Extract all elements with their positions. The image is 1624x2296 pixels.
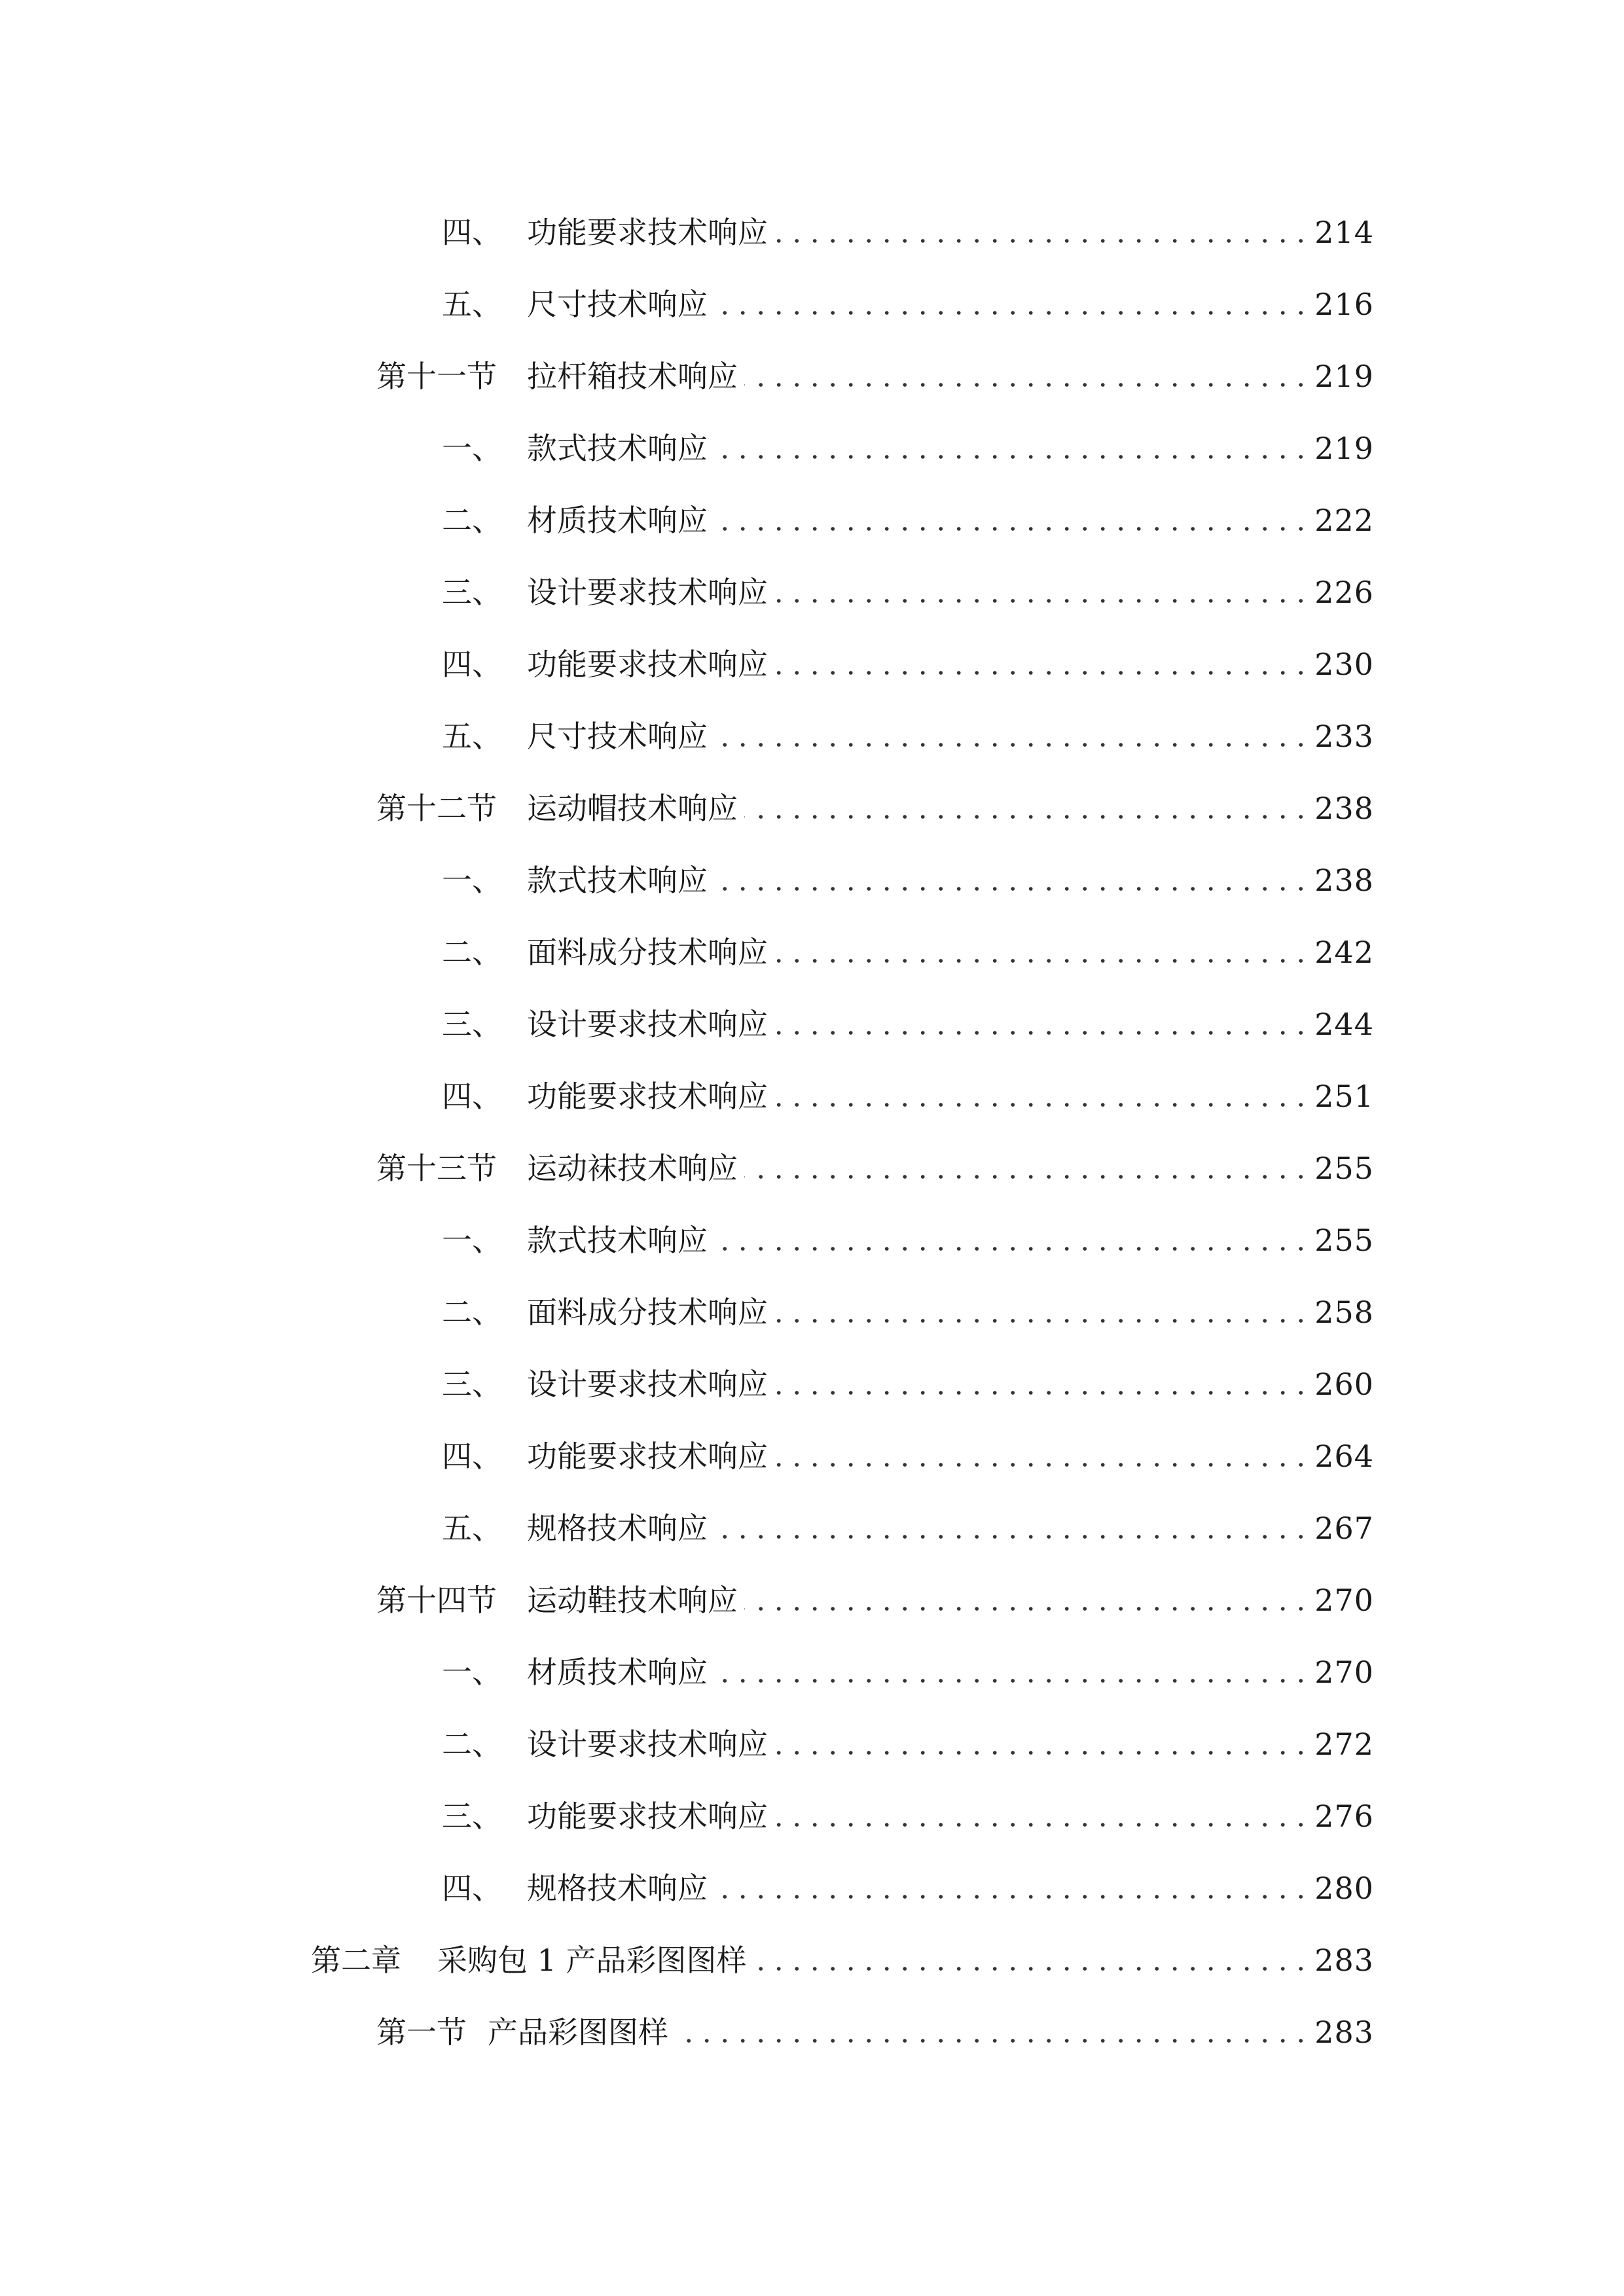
toc-entry-page-number: 283 — [1309, 2017, 1374, 2047]
toc-entry-page-number: 270 — [1309, 1657, 1374, 1687]
dot-leader — [774, 598, 1310, 604]
toc-entry-number: 三、 — [442, 575, 502, 610]
toc-entry[interactable] — [0, 1060, 1624, 1132]
toc-entry-page-number: 264 — [1309, 1441, 1374, 1471]
toc-entry-number: 二、 — [442, 1295, 502, 1330]
toc-entry-title: 款式技术响应 — [527, 433, 712, 463]
toc-entry[interactable] — [0, 1708, 1624, 1780]
toc-entry-title: 产品彩图图样 — [488, 2017, 672, 2047]
toc-entry-title: 材质技术响应 — [527, 1657, 712, 1687]
toc-entry[interactable] — [0, 1924, 1624, 1996]
dot-leader — [774, 1030, 1310, 1036]
toc-entry-page-number: 267 — [1309, 1513, 1374, 1543]
toc-entry-title: 功能要求技术响应 — [527, 1081, 772, 1111]
toc-entry-title: 款式技术响应 — [527, 1225, 712, 1255]
toc-entry-page-number: 238 — [1309, 865, 1374, 895]
toc-entry-number: 四、 — [442, 647, 502, 682]
toc-entry[interactable] — [0, 268, 1624, 340]
dot-leader — [774, 670, 1310, 676]
toc-entry-page-number: 270 — [1309, 1585, 1374, 1615]
dot-leader — [714, 1534, 1310, 1540]
toc-entry-number: 四、 — [442, 215, 502, 250]
toc-entry-number: 四、 — [442, 1079, 502, 1114]
toc-entry-title: 材质技术响应 — [527, 505, 712, 535]
toc-entry-title: 设计要求技术响应 — [527, 577, 772, 607]
toc-entry[interactable] — [0, 700, 1624, 772]
toc-entry-number: 三、 — [442, 1367, 502, 1402]
dot-leader — [714, 310, 1310, 316]
toc-entry-page-number: 233 — [1309, 721, 1374, 751]
toc-entry-page-number: 219 — [1309, 361, 1374, 391]
dot-leader — [753, 1965, 1310, 1972]
dot-leader — [714, 454, 1310, 460]
toc-entry[interactable] — [0, 556, 1624, 628]
toc-entry-page-number: 258 — [1309, 1297, 1374, 1327]
toc-entry-number: 五、 — [442, 287, 502, 322]
toc-entry-page-number: 244 — [1309, 1009, 1374, 1039]
toc-entry-number: 第二章 — [311, 1943, 401, 1978]
toc-entry-number: 四、 — [442, 1871, 502, 1906]
toc-entry-title: 款式技术响应 — [527, 865, 712, 895]
toc-entry-title: 运动鞋技术响应 — [527, 1585, 742, 1615]
toc-entry-title: 设计要求技术响应 — [527, 1729, 772, 1759]
toc-entry-title: 运动袜技术响应 — [527, 1153, 742, 1183]
toc-entry[interactable] — [0, 988, 1624, 1060]
toc-entry[interactable] — [0, 1420, 1624, 1492]
toc-entry[interactable] — [0, 1492, 1624, 1564]
dot-leader — [774, 1821, 1310, 1828]
dot-leader — [714, 526, 1310, 532]
toc-entry-page-number: 255 — [1309, 1153, 1374, 1183]
toc-entry[interactable] — [0, 1204, 1624, 1276]
toc-entry[interactable] — [0, 1852, 1624, 1924]
toc-entry-number: 第十四节 — [376, 1583, 497, 1618]
toc-entry-number: 三、 — [442, 1799, 502, 1834]
toc-entry[interactable] — [0, 1636, 1624, 1708]
toc-entry[interactable] — [0, 1780, 1624, 1852]
dot-leader — [714, 742, 1310, 748]
dot-leader — [744, 382, 1310, 388]
toc-entry-number: 二、 — [442, 1727, 502, 1762]
dot-leader — [774, 1102, 1310, 1108]
toc-entry-page-number: 219 — [1309, 433, 1374, 463]
toc-entry-number: 一、 — [442, 431, 502, 466]
toc-entry-title: 规格技术响应 — [527, 1513, 712, 1543]
dot-leader — [714, 886, 1310, 892]
toc-entry-title: 拉杆箱技术响应 — [527, 361, 742, 391]
toc-entry[interactable] — [0, 1276, 1624, 1348]
dot-leader — [714, 1677, 1310, 1684]
dot-leader — [774, 1749, 1310, 1756]
toc-entry-number: 五、 — [442, 1511, 502, 1546]
toc-entry[interactable] — [0, 484, 1624, 556]
toc-entry-page-number: 238 — [1309, 793, 1374, 823]
toc-entry-page-number: 276 — [1309, 1801, 1374, 1831]
toc-entry-page-number: 272 — [1309, 1729, 1374, 1759]
toc-entry-page-number: 214 — [1309, 217, 1374, 247]
toc-entry-number: 一、 — [442, 1223, 502, 1258]
toc-entry[interactable] — [0, 340, 1624, 412]
toc-entry-number: 一、 — [442, 1655, 502, 1690]
toc-entry-number: 二、 — [442, 503, 502, 538]
toc-entry-page-number: 255 — [1309, 1225, 1374, 1255]
dot-leader — [714, 1246, 1310, 1252]
dot-leader — [714, 1893, 1310, 1900]
toc-entry-title: 功能要求技术响应 — [527, 1801, 772, 1831]
toc-entry-title: 设计要求技术响应 — [527, 1009, 772, 1039]
toc-entry-page-number: 260 — [1309, 1369, 1374, 1399]
dot-leader — [774, 238, 1310, 244]
toc-entry-number: 四、 — [442, 1439, 502, 1474]
toc-entry[interactable] — [0, 196, 1624, 268]
toc-entry-title: 功能要求技术响应 — [527, 1441, 772, 1471]
toc-entry-page-number: 216 — [1309, 289, 1374, 319]
table-of-contents — [0, 196, 1624, 2068]
toc-entry-page-number: 280 — [1309, 1873, 1374, 1903]
toc-entry[interactable] — [0, 1996, 1624, 2068]
toc-entry-title: 规格技术响应 — [527, 1873, 712, 1903]
toc-entry-title: 采购包 1 产品彩图图样 — [437, 1945, 751, 1975]
toc-entry-page-number: 226 — [1309, 577, 1374, 607]
dot-leader — [675, 2037, 1310, 2044]
toc-entry-number: 第十一节 — [376, 359, 497, 394]
dot-leader — [774, 1462, 1310, 1468]
toc-entry-number: 二、 — [442, 935, 502, 970]
toc-entry[interactable] — [0, 412, 1624, 484]
dot-leader — [744, 1174, 1310, 1180]
toc-entry[interactable] — [0, 1348, 1624, 1420]
toc-entry[interactable] — [0, 1564, 1624, 1636]
toc-entry[interactable] — [0, 628, 1624, 700]
dot-leader — [744, 814, 1310, 820]
dot-leader — [774, 1390, 1310, 1396]
toc-entry[interactable] — [0, 844, 1624, 916]
toc-entry-number: 三、 — [442, 1007, 502, 1042]
toc-entry-title: 面料成分技术响应 — [527, 937, 772, 967]
toc-entry-title: 尺寸技术响应 — [527, 289, 712, 319]
toc-entry-title: 设计要求技术响应 — [527, 1369, 772, 1399]
toc-entry-number: 第十三节 — [376, 1151, 497, 1186]
toc-entry-page-number: 230 — [1309, 649, 1374, 679]
toc-entry-page-number: 251 — [1309, 1081, 1374, 1111]
toc-entry-number: 第十二节 — [376, 791, 497, 826]
toc-entry-number: 五、 — [442, 719, 502, 754]
toc-entry-title: 尺寸技术响应 — [527, 721, 712, 751]
toc-entry-title: 面料成分技术响应 — [527, 1297, 772, 1327]
toc-entry-page-number: 283 — [1309, 1945, 1374, 1975]
dot-leader — [774, 1318, 1310, 1324]
toc-entry-title: 功能要求技术响应 — [527, 217, 772, 247]
toc-entry[interactable] — [0, 1132, 1624, 1204]
toc-entry-title: 运动帽技术响应 — [527, 793, 742, 823]
toc-entry-page-number: 242 — [1309, 937, 1374, 967]
toc-entry-title: 功能要求技术响应 — [527, 649, 772, 679]
dot-leader — [744, 1605, 1310, 1612]
toc-entry[interactable] — [0, 772, 1624, 844]
dot-leader — [774, 958, 1310, 964]
toc-entry[interactable] — [0, 916, 1624, 988]
toc-entry-number: 第一节 — [376, 2015, 467, 2050]
toc-entry-page-number: 222 — [1309, 505, 1374, 535]
toc-entry-number: 一、 — [442, 863, 502, 898]
